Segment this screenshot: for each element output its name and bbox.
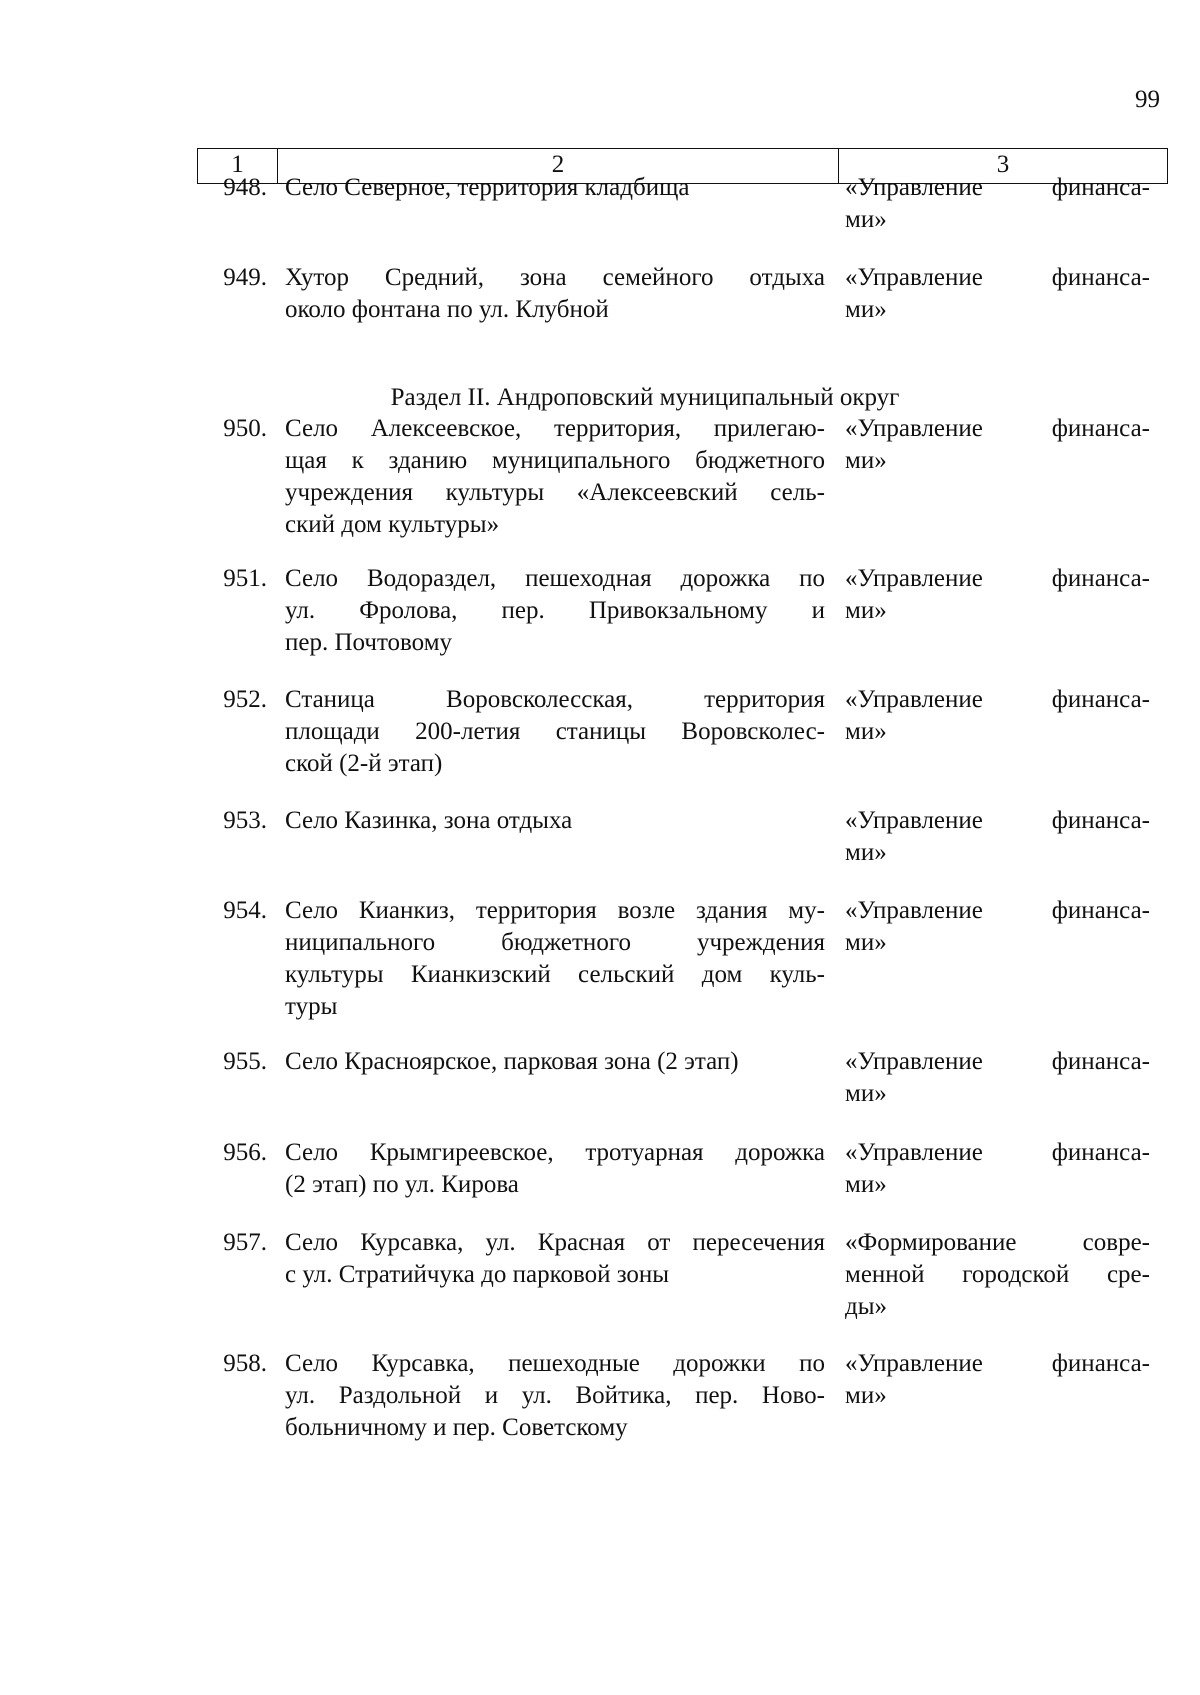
word: Воровсколес- bbox=[681, 718, 825, 745]
text-line: ми» bbox=[845, 597, 887, 624]
word: пер. bbox=[695, 1382, 739, 1409]
text-line bbox=[845, 895, 1150, 927]
text-line: ми» bbox=[845, 718, 887, 745]
text-line: ми» bbox=[845, 1080, 887, 1107]
text-line bbox=[845, 563, 1150, 595]
text-line bbox=[285, 595, 825, 627]
text-line bbox=[285, 1380, 825, 1412]
text-line bbox=[285, 1227, 825, 1259]
word: «Управление bbox=[845, 565, 983, 592]
row-number: 948. bbox=[223, 174, 267, 201]
text-line: туры bbox=[285, 993, 338, 1020]
text-line: ми» bbox=[845, 839, 887, 866]
text-line bbox=[285, 445, 825, 477]
word: Раздольной bbox=[338, 1382, 462, 1409]
word: «Формирование bbox=[845, 1229, 1017, 1256]
text-line bbox=[285, 1348, 825, 1380]
program-name bbox=[845, 1227, 1150, 1323]
word: Войтика, bbox=[575, 1382, 672, 1409]
territory-name bbox=[285, 895, 825, 1023]
territory-name bbox=[285, 563, 825, 659]
word: от bbox=[647, 1229, 671, 1256]
word: дорожка bbox=[735, 1139, 825, 1166]
text-line: пер. Почтовому bbox=[285, 629, 453, 656]
word: площади bbox=[285, 718, 380, 745]
text-line bbox=[285, 684, 825, 716]
word: отдыха bbox=[749, 264, 825, 291]
word: «Управление bbox=[845, 1139, 983, 1166]
word: Село bbox=[285, 1350, 339, 1377]
word: культуры bbox=[285, 961, 384, 988]
text-line: ми» bbox=[845, 447, 887, 474]
program-name bbox=[845, 563, 1150, 627]
row-number: 954. bbox=[223, 897, 267, 924]
word: му- bbox=[788, 897, 825, 924]
word: финанса- bbox=[1051, 686, 1150, 713]
word: «Управление bbox=[845, 686, 983, 713]
word: тротуарная bbox=[585, 1139, 704, 1166]
word: ул. bbox=[485, 1229, 516, 1256]
text-line: ми» bbox=[845, 206, 887, 233]
text-line: Село Казинка, зона отдыха bbox=[285, 807, 573, 834]
program-name bbox=[845, 684, 1150, 748]
text-line: ды» bbox=[845, 1293, 888, 1320]
program-name bbox=[845, 1137, 1150, 1201]
word: Ново- bbox=[761, 1382, 825, 1409]
word: финанса- bbox=[1051, 897, 1150, 924]
text-line: около фонтана по ул. Клубной bbox=[285, 296, 609, 323]
word: финанса- bbox=[1051, 1139, 1150, 1166]
section-title: Раздел II. Андроповский муниципальный округ bbox=[390, 384, 900, 411]
word: Привокзальному bbox=[588, 597, 768, 624]
word: «Управление bbox=[845, 1048, 983, 1075]
word: возле bbox=[617, 897, 676, 924]
text-line bbox=[845, 1046, 1150, 1078]
row-number: 951. bbox=[223, 565, 267, 592]
word: учреждения bbox=[285, 479, 414, 506]
word: зона bbox=[519, 264, 567, 291]
word: бюджетного bbox=[695, 447, 825, 474]
text-line bbox=[285, 895, 825, 927]
text-line bbox=[845, 1259, 1150, 1291]
header-col-number: 1 bbox=[198, 149, 278, 183]
text-line: больничному и пер. Советскому bbox=[285, 1414, 628, 1441]
text-line: ми» bbox=[845, 1171, 887, 1198]
word: Село bbox=[285, 415, 339, 442]
word: финанса- bbox=[1051, 264, 1150, 291]
word: семейного bbox=[602, 264, 714, 291]
territory-name bbox=[285, 262, 825, 326]
word: пересечения bbox=[692, 1229, 825, 1256]
text-line bbox=[845, 1348, 1150, 1380]
word: ниципального bbox=[285, 929, 436, 956]
word: пешеходная bbox=[525, 565, 652, 592]
text-line bbox=[845, 1137, 1150, 1169]
word: здания bbox=[695, 897, 768, 924]
program-name bbox=[845, 1046, 1150, 1110]
word: муниципального bbox=[491, 447, 671, 474]
word: «Управление bbox=[845, 897, 983, 924]
word: финанса- bbox=[1051, 415, 1150, 442]
word: Село bbox=[285, 565, 339, 592]
text-line bbox=[285, 927, 825, 959]
word: финанса- bbox=[1051, 807, 1150, 834]
word: дом bbox=[701, 961, 743, 988]
text-line: с ул. Стратийчука до парковой зоны bbox=[285, 1261, 670, 1288]
row-number: 957. bbox=[223, 1229, 267, 1256]
text-line: ми» bbox=[845, 929, 887, 956]
word: сре- bbox=[1106, 1261, 1150, 1288]
territory-name bbox=[285, 1348, 825, 1444]
text-line: ской (2-й этап) bbox=[285, 750, 443, 777]
word: дорожки bbox=[673, 1350, 766, 1377]
word: «Управление bbox=[845, 807, 983, 834]
word: куль- bbox=[769, 961, 825, 988]
word: к bbox=[351, 447, 364, 474]
program-name bbox=[845, 1348, 1150, 1412]
text-line bbox=[845, 684, 1150, 716]
word: Станица bbox=[285, 686, 375, 713]
word: Село bbox=[285, 1139, 339, 1166]
row-number: 958. bbox=[223, 1350, 267, 1377]
territory-name bbox=[285, 684, 825, 780]
text-line bbox=[845, 413, 1150, 445]
header-col-name: 2 bbox=[278, 149, 839, 183]
word: станицы bbox=[555, 718, 647, 745]
word: сель- bbox=[770, 479, 825, 506]
page-number: 99 bbox=[1135, 86, 1160, 113]
word: и bbox=[484, 1382, 499, 1409]
text-line: Село Северное, территория кладбища bbox=[285, 174, 690, 201]
word: пешеходные bbox=[508, 1350, 640, 1377]
row-number: 949. bbox=[223, 264, 267, 291]
word: ул. bbox=[285, 597, 316, 624]
text-line: Село Красноярское, парковая зона (2 этап) bbox=[285, 1048, 739, 1075]
word: бюджетного bbox=[501, 929, 631, 956]
territory-name bbox=[285, 805, 825, 837]
word: городской bbox=[962, 1261, 1070, 1288]
word: ул. bbox=[285, 1382, 316, 1409]
word: территория bbox=[704, 686, 825, 713]
territory-name bbox=[285, 1046, 825, 1078]
text-line bbox=[285, 262, 825, 294]
word: Село bbox=[285, 897, 339, 924]
word: Фролова, bbox=[359, 597, 458, 624]
word: финанса- bbox=[1051, 1350, 1150, 1377]
word: «Управление bbox=[845, 415, 983, 442]
word: щая bbox=[285, 447, 327, 474]
word: Село bbox=[285, 1229, 339, 1256]
program-name bbox=[845, 413, 1150, 477]
word: зданию bbox=[388, 447, 468, 474]
word: Кианкизский bbox=[410, 961, 551, 988]
word: учреждения bbox=[696, 929, 825, 956]
text-line bbox=[845, 805, 1150, 837]
word: пер. bbox=[501, 597, 545, 624]
word: и bbox=[811, 597, 825, 624]
header-col-program: 3 bbox=[996, 151, 1010, 178]
text-line bbox=[285, 716, 825, 748]
word: территория bbox=[475, 897, 597, 924]
row-number: 956. bbox=[223, 1139, 267, 1166]
text-line bbox=[285, 413, 825, 445]
word: финанса- bbox=[1051, 565, 1150, 592]
program-name bbox=[845, 172, 1150, 236]
text-line bbox=[845, 262, 1150, 294]
word: 200-летия bbox=[415, 718, 521, 745]
text-line bbox=[285, 477, 825, 509]
word: Алексеевское, bbox=[370, 415, 522, 442]
word: финанса- bbox=[1051, 1048, 1150, 1075]
territory-name bbox=[285, 1137, 825, 1201]
territory-name bbox=[285, 172, 825, 204]
text-line bbox=[845, 1227, 1150, 1259]
program-name bbox=[845, 805, 1150, 869]
word: ул. bbox=[521, 1382, 552, 1409]
row-number: 950. bbox=[223, 415, 267, 442]
text-line bbox=[285, 563, 825, 595]
program-name bbox=[845, 895, 1150, 959]
text-line: (2 этап) по ул. Кирова bbox=[285, 1171, 519, 1198]
text-line bbox=[285, 1137, 825, 1169]
word: «Управление bbox=[845, 1350, 983, 1377]
word: территория, bbox=[553, 415, 682, 442]
word: совре- bbox=[1082, 1229, 1150, 1256]
word: «Управление bbox=[845, 264, 983, 291]
word: Кианкиз, bbox=[358, 897, 456, 924]
word: сельский bbox=[578, 961, 675, 988]
text-line bbox=[845, 172, 1150, 204]
row-number: 952. bbox=[223, 686, 267, 713]
word: Красная bbox=[537, 1229, 626, 1256]
word: по bbox=[799, 565, 825, 592]
word: финанса- bbox=[1051, 174, 1150, 201]
word: Хутор bbox=[285, 264, 349, 291]
word: дорожка bbox=[680, 565, 771, 592]
row-number: 955. bbox=[223, 1048, 267, 1075]
row-number: 953. bbox=[223, 807, 267, 834]
word: прилегаю- bbox=[713, 415, 825, 442]
word: Курсавка, bbox=[360, 1229, 464, 1256]
text-line: ский дом культуры» bbox=[285, 511, 500, 538]
program-name bbox=[845, 262, 1150, 326]
word: Крымгиреевское, bbox=[369, 1139, 554, 1166]
word: «Алексеевский bbox=[576, 479, 738, 506]
word: менной bbox=[845, 1261, 925, 1288]
text-line: ми» bbox=[845, 296, 887, 323]
word: Средний, bbox=[384, 264, 484, 291]
word: Воровсколесская, bbox=[446, 686, 633, 713]
word: «Управление bbox=[845, 174, 983, 201]
territory-name bbox=[285, 1227, 825, 1291]
territory-name bbox=[285, 413, 825, 541]
word: Водораздел, bbox=[366, 565, 497, 592]
text-line: ми» bbox=[845, 1382, 887, 1409]
word: по bbox=[799, 1350, 825, 1377]
word: Курсавка, bbox=[371, 1350, 475, 1377]
text-line bbox=[285, 959, 825, 991]
word: культуры bbox=[445, 479, 545, 506]
